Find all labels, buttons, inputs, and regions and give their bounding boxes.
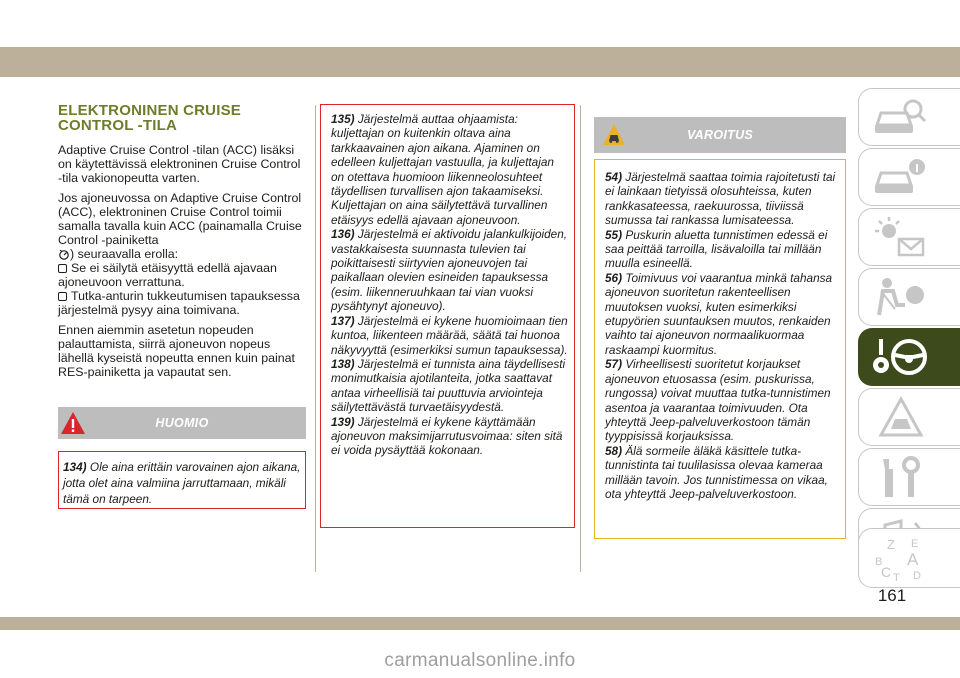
steering-key-icon — [871, 335, 931, 381]
cruise-control-button-icon — [58, 248, 70, 260]
sidebar-tab-car-search[interactable] — [858, 88, 960, 146]
wrench-tools-icon — [871, 455, 931, 501]
bottom-band — [0, 617, 960, 630]
sidebar-tab-safety[interactable] — [858, 268, 960, 326]
warning-item: 55) Puskurin aluetta tunnistimen edessä ei saa peittää tarroilla, lisävaloilla tai millään muulla esineellä. — [605, 227, 828, 271]
varoitus-title: VAROITUS — [686, 128, 754, 142]
notes-box — [320, 104, 575, 528]
warning-item: 54) Järjestelmä saattaa toimia rajoitetusti tai ei lainkaan tietyissä olosuhteissa, kuten rankkasateessa, raekuurossa, tiiviissä sumussa tai rankassa lumisateessa. — [605, 170, 836, 228]
svg-text:D: D — [913, 570, 921, 582]
watermark: carmanualsonline.info — [384, 650, 576, 671]
svg-text:T: T — [893, 572, 900, 584]
varoitus-header — [594, 117, 846, 153]
list-item: Se ei säilytä etäisyyttä edellä ajavaan ajoneuvoon verrattuna. — [58, 261, 277, 289]
svg-text:E: E — [911, 538, 919, 550]
sidebar-tab-car-info[interactable] — [858, 148, 960, 206]
index-letters-icon — [871, 535, 931, 585]
svg-text:B: B — [875, 556, 883, 568]
sidebar-tab-emergency[interactable] — [858, 388, 960, 446]
warning-item: 56) Toimivuus voi vaarantua minkä tahansa ajoneuvon suoritetun rakenteellisen muutoksen vuoksi, kuten esimerkiksi etupyörien suuntauksen muutos, renkaiden vaihto tai ajoneuvon normaalikuormaa raskaampi kuormitus. — [605, 270, 833, 357]
svg-text:Z: Z — [887, 537, 895, 552]
warning-item: 57) Virheellisesti suoritetut korjaukset ajoneuvon etuosassa (esim. puskurissa, rungossa) voivat muuttaa tutka-tunnistimen asentoa ja vaarantaa toimivuuden. Ota yhteyttä Jeep-palveluverkostoon tämän tyyppisissä korjauksissa. — [605, 357, 831, 444]
light-mail-icon — [871, 215, 931, 261]
warning-box — [594, 159, 846, 539]
checkbox-bullet-icon — [58, 264, 67, 273]
sidebar-tab-index[interactable] — [858, 528, 960, 588]
car-warning-icon — [602, 123, 626, 147]
paragraph: Jos ajoneuvossa on Adaptive Cruise Control (ACC), elektroninen Cruise Control toimii samalla tavalla kuin ACC (painamalla Cruise Control -painiketta ) seuraavalla erolla: Se ei säilytä etäisyyttä edellä ajavaan ajoneuvoon verrattuna. Tutka-anturin tukkeutumisen tapauksessa järjestelmä pysyy aina toimivana. — [58, 191, 302, 317]
sidebar-tab-maintenance[interactable] — [858, 448, 960, 506]
column-divider — [315, 105, 316, 572]
section-heading: ELEKTRONINEN CRUISE CONTROL -TILA — [58, 102, 241, 134]
checkbox-bullet-icon — [58, 292, 67, 301]
note-item: 136) Järjestelmä ei aktivoidu jalankulkijoiden, vastakkaisesta suunnasta tulevien tai poikittaisesti siirtyvien ajoneuvojen tai paikallaan olevien esineiden tapauksessa (esim. liikenneruuhkaan tai vian vuoksi pysähtynyt ajoneuvo). — [331, 227, 568, 314]
svg-text:A: A — [907, 550, 919, 569]
page-number: 161 — [877, 586, 907, 605]
seatbelt-airbag-icon — [871, 275, 931, 321]
note-item: 135) Järjestelmä auttaa ohjaamista: kuljettajan on kuitenkin oltava aina tarkkaavainen ajon aikana. Ajaminen on edelleen kuljettajan vastuulla, ja kuljettajan on otettava huomioon liikenneolosuhteet täydellisen turvallisen ajon takaamiseksi. Kuljettajan on aina säilytettävä turvallinen etäisyys edellä ajavaan ajoneuvoon. — [331, 112, 554, 227]
car-info-icon — [871, 155, 931, 201]
car-search-icon — [871, 95, 931, 141]
column-divider — [580, 105, 581, 572]
paragraph: Adaptive Cruise Control -tilan (ACC) lisäksi on käytettävissä elektroninen Cruise Control -tila vakionopeutta varten. — [58, 143, 301, 185]
warning-item: 58) Älä sormeile äläkä käsittele tutka-tunnistinta tai tuulilasissa olevaa kameraa millään tavoin. Jos tunnistimessa on vikaa, ota yhteyttä Jeep-palveluverkostoon. — [605, 443, 828, 501]
warning-triangle-car-icon — [871, 395, 931, 441]
sidebar-tab-driving[interactable] — [858, 328, 960, 386]
main-text-column — [58, 103, 306, 385]
note-item: 137) Järjestelmä ei kykene huomioimaan tien kuntoa, liikenteen määrää, säätä tai huonoa näkyvyyttä (esimerkiksi sumun tapauksessa). — [331, 313, 568, 357]
list-item: Tutka-anturin tukkeutumisen tapauksessa järjestelmä pysyy aina toimivana. — [58, 289, 300, 317]
top-band — [0, 47, 960, 77]
huomio-title: HUOMIO — [155, 416, 209, 430]
note-item: 139) Järjestelmä ei kykene käyttämään ajoneuvon maksimijarrutusvoimaa: siten sitä ei voida pysäyttää kokonaan. — [331, 414, 563, 458]
danger-triangle-icon — [60, 410, 86, 436]
svg-text:C: C — [881, 564, 892, 580]
huomio-header — [58, 407, 306, 439]
huomio-note: 134) Ole aina erittäin varovainen ajon aikana, jotta olet aina valmiina jarruttamaan, mikäli tämä on tarpeen. — [58, 451, 306, 509]
note-item: 138) Järjestelmä ei tunnista aina täydellisesti monimutkaisia ajotilanteita, jotka saattavat antaa virheellisiä tai puuttuvia arviointeja säilytettävästä turvaetäisyydestä. — [331, 356, 566, 415]
paragraph: Ennen aiemmin asetetun nopeuden palauttamista, siirrä ajoneuvon nopeus lähellä kyseistä nopeutta ennen kuin painat RES-painiketta ja vapautat sen. — [58, 323, 295, 379]
sidebar-tab-lights[interactable] — [858, 208, 960, 266]
